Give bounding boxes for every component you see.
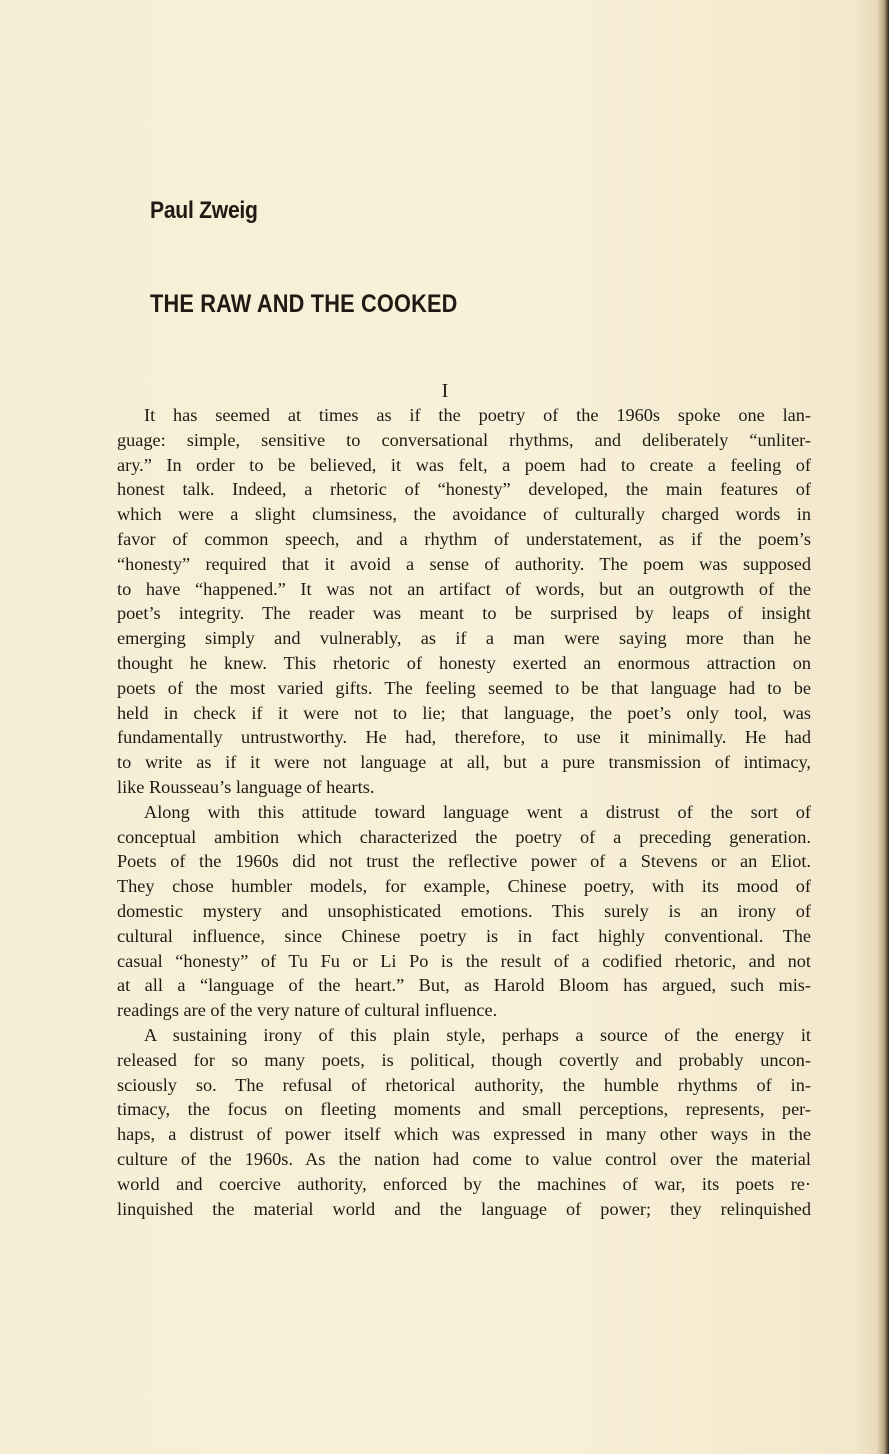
- text-line: ary.” In order to be believed, it was felt, a poem had to create a feeling of: [117, 454, 811, 475]
- text-line: to write as if it were not language at all, but a pure transmission of intimacy,: [117, 752, 811, 773]
- text-line: It has seemed at times as if the poetry of the 1960s spoke one lan-: [144, 405, 811, 425]
- text-line: guage: simple, sensitive to conversational rhythms, and deliberately “unliter-: [117, 429, 811, 450]
- text-line: to have “happened.” It was not an artifact of words, but an outgrowth of the: [117, 578, 811, 599]
- text-line: favor of common speech, and a rhythm of understatement, as if the poem’s: [117, 528, 811, 549]
- text-line: poets of the most varied gifts. The feeling seemed to be that language had to be: [117, 677, 811, 698]
- text-line: culture of the 1960s. As the nation had come to value control over the material: [117, 1148, 811, 1169]
- text-line: casual “honesty” of Tu Fu or Li Po is the result of a codified rhetoric, and not: [117, 950, 811, 971]
- text-line: released for so many poets, is political, though covertly and probably uncon-: [117, 1049, 811, 1070]
- text-line: conceptual ambition which characterized the poetry of a preceding generation.: [117, 826, 811, 847]
- text-line: Along with this attitude toward language went a distrust of the sort of: [144, 801, 811, 822]
- text-line: haps, a distrust of power itself which was expressed in many other ways in the: [117, 1124, 811, 1145]
- text-line: like Rousseau’s language of hearts.: [117, 776, 375, 797]
- essay-title: THE RAW AND THE COOKED: [150, 290, 458, 318]
- text-line: poet’s integrity. The reader was meant to be surprised by leaps of insight: [117, 603, 811, 624]
- text-line: “honesty” required that it avoid a sense of authority. The poem was supposed: [117, 553, 811, 574]
- page-edge-shadow: [877, 0, 889, 1454]
- author-name: Paul Zweig: [150, 197, 258, 224]
- text-line: held in check if it were not to lie; that language, the poet’s only tool, was: [117, 702, 811, 723]
- text-line: linquished the material world and the language of power; they relinquished: [117, 1198, 811, 1219]
- body-text: [117, 403, 811, 1221]
- text-line: A sustaining irony of this plain style, perhaps a source of the energy it: [144, 1024, 811, 1045]
- text-line: readings are of the very nature of cultural influence.: [117, 1000, 498, 1021]
- text-line: at all a “language of the heart.” But, as Harold Bloom has argued, such mis-: [117, 975, 811, 996]
- text-line: which were a slight clumsiness, the avoidance of culturally charged words in: [117, 504, 811, 525]
- text-line: sciously so. The refusal of rhetorical authority, the humble rhythms of in-: [117, 1074, 811, 1095]
- text-line: They chose humbler models, for example, Chinese poetry, with its mood of: [117, 876, 811, 897]
- text-line: world and coercive authority, enforced by the machines of war, its poets re·: [117, 1173, 811, 1194]
- text-line: honest talk. Indeed, a rhetoric of “honesty” developed, the main features of: [117, 479, 811, 500]
- text-line: thought he knew. This rhetoric of honesty exerted an enormous attraction on: [117, 652, 811, 673]
- section-number: I: [441, 380, 449, 402]
- text-line: domestic mystery and unsophisticated emotions. This surely is an irony of: [117, 900, 811, 921]
- text-line: Poets of the 1960s did not trust the reflective power of a Stevens or an Eliot.: [117, 851, 811, 872]
- text-line: fundamentally untrustworthy. He had, therefore, to use it minimally. He had: [117, 727, 811, 748]
- text-line: timacy, the focus on fleeting moments and small perceptions, represents, per-: [117, 1099, 811, 1120]
- text-line: cultural influence, since Chinese poetry is in fact highly conventional. The: [117, 925, 811, 946]
- text-line: emerging simply and vulnerably, as if a man were saying more than he: [117, 628, 811, 649]
